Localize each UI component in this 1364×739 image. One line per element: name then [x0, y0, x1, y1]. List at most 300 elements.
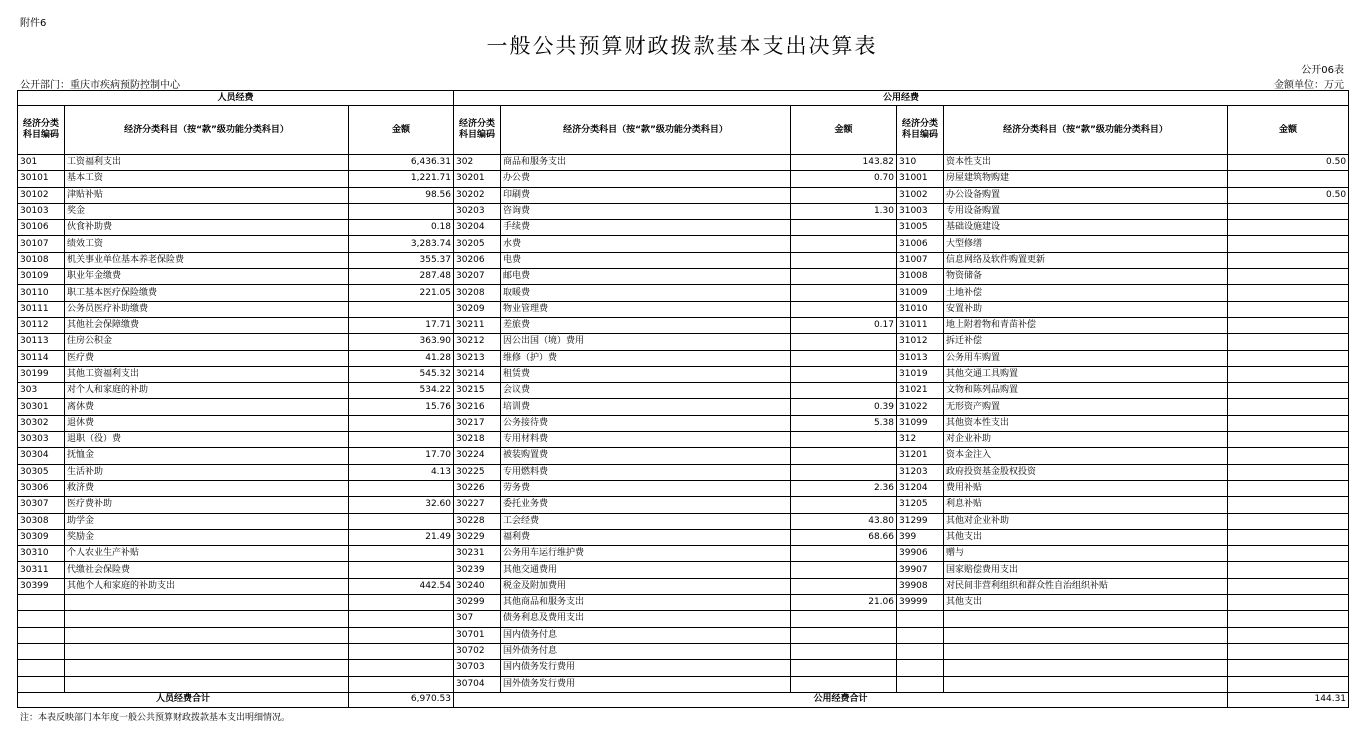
cell-code [18, 676, 65, 692]
table-row [18, 203, 1349, 219]
cell-name: 其他交通费用 [501, 562, 791, 578]
table-row [18, 220, 1349, 236]
cell-amount [1228, 448, 1349, 464]
cell-amount [791, 350, 897, 366]
cell-name: 商品和服务支出 [501, 155, 791, 171]
cell-amount [1228, 595, 1349, 611]
cell-amount [791, 660, 897, 676]
cell-amount [1228, 269, 1349, 285]
cell-code: 31201 [897, 448, 944, 464]
table-code: 公开06表 [1301, 65, 1344, 76]
cell-name: 其他支出 [944, 595, 1228, 611]
cell-amount [791, 252, 897, 268]
cell-code: 30101 [18, 171, 65, 187]
cell-amount [349, 480, 454, 496]
col-header-amount: 金额 [1228, 106, 1349, 155]
cell-amount: 1.30 [791, 203, 897, 219]
cell-name: 租赁费 [501, 366, 791, 382]
cell-name: 机关事业单位基本养老保险费 [65, 252, 349, 268]
cell-code: 30702 [454, 643, 501, 659]
cell-code: 30114 [18, 350, 65, 366]
table-row [18, 399, 1349, 415]
cell-amount [791, 643, 897, 659]
cell-amount [1228, 676, 1349, 692]
cell-name [944, 676, 1228, 692]
cell-code [18, 643, 65, 659]
cell-name: 公务员医疗补助缴费 [65, 301, 349, 317]
cell-amount [1228, 366, 1349, 382]
cell-name: 其他工资福利支出 [65, 366, 349, 382]
cell-name: 个人农业生产补贴 [65, 546, 349, 562]
cell-code: 30226 [454, 480, 501, 496]
personnel-total-label: 人员经费合计 [18, 692, 349, 707]
cell-amount: 41.28 [349, 350, 454, 366]
cell-code: 307 [454, 611, 501, 627]
cell-name: 福利费 [501, 529, 791, 545]
cell-amount [349, 513, 454, 529]
cell-code: 30202 [454, 187, 501, 203]
cell-name: 住房公积金 [65, 334, 349, 350]
table-row [18, 595, 1349, 611]
cell-amount [791, 236, 897, 252]
footnote: 注：本表反映部门本年度一般公共预算财政拨款基本支出明细情况。 [20, 713, 291, 723]
cell-code: 30299 [454, 595, 501, 611]
cell-code: 31022 [897, 399, 944, 415]
table-row [18, 432, 1349, 448]
cell-name: 国外债务付息 [501, 643, 791, 659]
cell-name [65, 611, 349, 627]
cell-code: 39908 [897, 578, 944, 594]
cell-name: 工资福利支出 [65, 155, 349, 171]
cell-name [944, 627, 1228, 643]
cell-name: 其他资本性支出 [944, 415, 1228, 431]
cell-name: 劳务费 [501, 480, 791, 496]
cell-name: 公务用车购置 [944, 350, 1228, 366]
cell-code: 30111 [18, 301, 65, 317]
cell-amount [1228, 529, 1349, 545]
cell-amount: 15.76 [349, 399, 454, 415]
cell-name: 医疗费补助 [65, 497, 349, 513]
cell-name: 职工基本医疗保险缴费 [65, 285, 349, 301]
cell-code: 30217 [454, 415, 501, 431]
table-row [18, 171, 1349, 187]
cell-name: 房屋建筑物购建 [944, 171, 1228, 187]
cell-code: 30106 [18, 220, 65, 236]
table-row [18, 627, 1349, 643]
cell-amount: 287.48 [349, 269, 454, 285]
cell-name: 办公费 [501, 171, 791, 187]
cell-amount [791, 285, 897, 301]
cell-amount [1228, 660, 1349, 676]
cell-code: 30201 [454, 171, 501, 187]
cell-code: 31299 [897, 513, 944, 529]
cell-name: 奖励金 [65, 529, 349, 545]
cell-name: 因公出国（境）费用 [501, 334, 791, 350]
cell-amount [791, 562, 897, 578]
cell-name: 咨询费 [501, 203, 791, 219]
cell-code: 30112 [18, 317, 65, 333]
cell-code: 30107 [18, 236, 65, 252]
table-row [18, 269, 1349, 285]
cell-name: 债务利息及费用支出 [501, 611, 791, 627]
cell-name: 代缴社会保险费 [65, 562, 349, 578]
cell-amount [349, 415, 454, 431]
cell-code: 30108 [18, 252, 65, 268]
cell-amount [1228, 578, 1349, 594]
cell-name: 取暖费 [501, 285, 791, 301]
cell-code: 30203 [454, 203, 501, 219]
cell-code: 30207 [454, 269, 501, 285]
table-row [18, 578, 1349, 594]
cell-amount [349, 595, 454, 611]
cell-code: 31006 [897, 236, 944, 252]
cell-code: 30205 [454, 236, 501, 252]
cell-code: 39999 [897, 595, 944, 611]
cell-code: 30110 [18, 285, 65, 301]
cell-name: 医疗费 [65, 350, 349, 366]
cell-code: 30102 [18, 187, 65, 203]
cell-amount [349, 546, 454, 562]
cell-code: 30240 [454, 578, 501, 594]
cell-amount [791, 220, 897, 236]
cell-name: 其他支出 [944, 529, 1228, 545]
cell-amount: 1,221.71 [349, 171, 454, 187]
cell-amount [1228, 627, 1349, 643]
cell-name: 公务接待费 [501, 415, 791, 431]
cell-name: 绩效工资 [65, 236, 349, 252]
cell-code: 30218 [454, 432, 501, 448]
table-row [18, 187, 1349, 203]
table-row [18, 464, 1349, 480]
cell-amount [349, 643, 454, 659]
cell-amount [791, 578, 897, 594]
cell-name: 无形资产购置 [944, 399, 1228, 415]
cell-name: 地上附着物和青苗补偿 [944, 317, 1228, 333]
cell-name: 基本工资 [65, 171, 349, 187]
cell-amount: 21.06 [791, 595, 897, 611]
cell-amount [1228, 171, 1349, 187]
col-header-name: 经济分类科目（按“款”级功能分类科目） [65, 106, 349, 155]
cell-name: 救济费 [65, 480, 349, 496]
cell-name: 对个人和家庭的补助 [65, 383, 349, 399]
cell-name: 其他商品和服务支出 [501, 595, 791, 611]
cell-name: 对民间非营利组织和群众性自治组织补贴 [944, 578, 1228, 594]
cell-amount [1228, 513, 1349, 529]
cell-code [897, 611, 944, 627]
cell-name: 拆迁补偿 [944, 334, 1228, 350]
cell-name: 奖金 [65, 203, 349, 219]
table-row [18, 611, 1349, 627]
cell-code: 30211 [454, 317, 501, 333]
cell-name: 利息补贴 [944, 497, 1228, 513]
cell-amount: 355.37 [349, 252, 454, 268]
group-header-personnel: 人员经费 [18, 91, 454, 106]
attachment-label: 附件6 [20, 18, 47, 29]
cell-name: 生活补助 [65, 464, 349, 480]
cell-amount: 363.90 [349, 334, 454, 350]
cell-code: 30307 [18, 497, 65, 513]
cell-code: 30311 [18, 562, 65, 578]
cell-code: 30227 [454, 497, 501, 513]
cell-name [65, 676, 349, 692]
col-header-code: 经济分类科目编码 [18, 106, 65, 155]
cell-name: 税金及附加费用 [501, 578, 791, 594]
cell-name: 会议费 [501, 383, 791, 399]
cell-amount [1228, 643, 1349, 659]
cell-name: 专用设备购置 [944, 203, 1228, 219]
cell-name: 手续费 [501, 220, 791, 236]
cell-code: 30113 [18, 334, 65, 350]
cell-code [897, 627, 944, 643]
cell-name [944, 611, 1228, 627]
cell-code: 30103 [18, 203, 65, 219]
cell-amount [349, 562, 454, 578]
cell-code [18, 611, 65, 627]
cell-amount: 0.18 [349, 220, 454, 236]
cell-amount [349, 660, 454, 676]
cell-name: 邮电费 [501, 269, 791, 285]
cell-name: 助学金 [65, 513, 349, 529]
cell-amount [791, 334, 897, 350]
cell-amount [1228, 399, 1349, 415]
table-row [18, 285, 1349, 301]
cell-code [897, 676, 944, 692]
col-header-amount: 金额 [791, 106, 897, 155]
table-row [18, 546, 1349, 562]
cell-amount [791, 187, 897, 203]
cell-amount [349, 203, 454, 219]
cell-amount [791, 432, 897, 448]
col-header-code: 经济分类科目编码 [897, 106, 944, 155]
cell-name: 资本金注入 [944, 448, 1228, 464]
cell-amount [791, 301, 897, 317]
cell-name: 印刷费 [501, 187, 791, 203]
cell-code: 31010 [897, 301, 944, 317]
cell-name: 基础设施建设 [944, 220, 1228, 236]
page-title: 一般公共预算财政拨款基本支出决算表 [486, 34, 878, 58]
cell-amount: 98.56 [349, 187, 454, 203]
cell-amount [1228, 220, 1349, 236]
cell-amount [349, 611, 454, 627]
cell-amount [1228, 350, 1349, 366]
cell-code: 31099 [897, 415, 944, 431]
cell-name: 对企业补助 [944, 432, 1228, 448]
cell-amount: 0.39 [791, 399, 897, 415]
group-header-public: 公用经费 [454, 91, 1349, 106]
cell-code: 31007 [897, 252, 944, 268]
cell-name: 职业年金缴费 [65, 269, 349, 285]
cell-code: 30229 [454, 529, 501, 545]
cell-name: 培训费 [501, 399, 791, 415]
table-row [18, 480, 1349, 496]
cell-code: 31002 [897, 187, 944, 203]
cell-amount [791, 627, 897, 643]
cell-code: 31205 [897, 497, 944, 513]
table-row [18, 529, 1349, 545]
table-row [18, 448, 1349, 464]
cell-code: 30216 [454, 399, 501, 415]
cell-code: 30304 [18, 448, 65, 464]
cell-name: 政府投资基金股权投资 [944, 464, 1228, 480]
cell-code: 30215 [454, 383, 501, 399]
cell-amount: 68.66 [791, 529, 897, 545]
cell-code: 399 [897, 529, 944, 545]
cell-name: 国家赔偿费用支出 [944, 562, 1228, 578]
cell-amount [1228, 317, 1349, 333]
table-row [18, 415, 1349, 431]
cell-name: 赠与 [944, 546, 1228, 562]
cell-code: 303 [18, 383, 65, 399]
table-row [18, 155, 1349, 171]
cell-name: 离休费 [65, 399, 349, 415]
col-header-name: 经济分类科目（按“款”级功能分类科目） [501, 106, 791, 155]
cell-amount: 534.22 [349, 383, 454, 399]
cell-name: 资本性支出 [944, 155, 1228, 171]
cell-amount [349, 301, 454, 317]
cell-amount [1228, 432, 1349, 448]
cell-amount [1228, 546, 1349, 562]
cell-amount: 143.82 [791, 155, 897, 171]
cell-code: 31008 [897, 269, 944, 285]
table-row [18, 383, 1349, 399]
table-row [18, 366, 1349, 382]
cell-amount [1228, 285, 1349, 301]
cell-amount: 17.71 [349, 317, 454, 333]
col-header-code: 经济分类科目编码 [454, 106, 501, 155]
cell-amount [791, 366, 897, 382]
cell-code: 30212 [454, 334, 501, 350]
cell-name: 工会经费 [501, 513, 791, 529]
cell-code [18, 660, 65, 676]
cell-name: 抚恤金 [65, 448, 349, 464]
cell-name: 文物和陈列品购置 [944, 383, 1228, 399]
cell-code: 30225 [454, 464, 501, 480]
cell-name: 退休费 [65, 415, 349, 431]
table-row [18, 676, 1349, 692]
cell-code: 30214 [454, 366, 501, 382]
cell-code: 31003 [897, 203, 944, 219]
cell-code: 30208 [454, 285, 501, 301]
cell-code: 30303 [18, 432, 65, 448]
cell-amount: 0.17 [791, 317, 897, 333]
cell-name [65, 627, 349, 643]
cell-amount [791, 611, 897, 627]
table-row [18, 513, 1349, 529]
cell-amount: 21.49 [349, 529, 454, 545]
cell-code [18, 595, 65, 611]
cell-code: 30199 [18, 366, 65, 382]
cell-name: 专用燃料费 [501, 464, 791, 480]
department-label: 公开部门：重庆市疾病预防控制中心 [20, 80, 180, 91]
cell-code: 30204 [454, 220, 501, 236]
cell-amount [791, 464, 897, 480]
expenditure-table [17, 90, 1349, 708]
cell-code: 30206 [454, 252, 501, 268]
cell-amount [1228, 611, 1349, 627]
col-header-amount: 金额 [349, 106, 454, 155]
cell-name [944, 660, 1228, 676]
cell-amount [1228, 480, 1349, 496]
cell-amount [791, 546, 897, 562]
cell-code: 30301 [18, 399, 65, 415]
cell-code: 30306 [18, 480, 65, 496]
cell-name: 其他个人和家庭的补助支出 [65, 578, 349, 594]
cell-amount [349, 627, 454, 643]
cell-code: 301 [18, 155, 65, 171]
cell-code: 30701 [454, 627, 501, 643]
cell-code: 312 [897, 432, 944, 448]
public-total-value: 144.31 [1228, 692, 1349, 707]
cell-name: 费用补贴 [944, 480, 1228, 496]
cell-amount: 6,436.31 [349, 155, 454, 171]
cell-amount [1228, 252, 1349, 268]
cell-code: 30305 [18, 464, 65, 480]
cell-name: 安置补助 [944, 301, 1228, 317]
cell-amount: 545.32 [349, 366, 454, 382]
cell-amount: 221.05 [349, 285, 454, 301]
cell-name: 国外债务发行费用 [501, 676, 791, 692]
table-row [18, 497, 1349, 513]
cell-amount [1228, 236, 1349, 252]
unit-label: 金额单位：万元 [1274, 80, 1344, 91]
cell-name: 被装购置费 [501, 448, 791, 464]
cell-name: 其他社会保障缴费 [65, 317, 349, 333]
cell-name: 大型修缮 [944, 236, 1228, 252]
cell-name: 委托业务费 [501, 497, 791, 513]
cell-amount: 4.13 [349, 464, 454, 480]
cell-amount: 5.38 [791, 415, 897, 431]
cell-amount [1228, 301, 1349, 317]
cell-name [65, 643, 349, 659]
cell-amount [1228, 334, 1349, 350]
cell-name: 物资储备 [944, 269, 1228, 285]
cell-code: 31203 [897, 464, 944, 480]
cell-name: 水费 [501, 236, 791, 252]
cell-name: 公务用车运行维护费 [501, 546, 791, 562]
cell-code: 30704 [454, 676, 501, 692]
cell-code: 31005 [897, 220, 944, 236]
table-row [18, 350, 1349, 366]
table-row [18, 252, 1349, 268]
col-header-name: 经济分类科目（按“款”级功能分类科目） [944, 106, 1228, 155]
cell-name: 津贴补贴 [65, 187, 349, 203]
table-row [18, 562, 1349, 578]
cell-amount [1228, 383, 1349, 399]
cell-code: 30310 [18, 546, 65, 562]
cell-code: 31011 [897, 317, 944, 333]
table-row [18, 301, 1349, 317]
cell-code: 31012 [897, 334, 944, 350]
cell-amount [1228, 497, 1349, 513]
cell-name: 维修（护）费 [501, 350, 791, 366]
cell-name: 伙食补助费 [65, 220, 349, 236]
table-row [18, 317, 1349, 333]
cell-amount: 0.50 [1228, 155, 1349, 171]
cell-amount: 0.70 [791, 171, 897, 187]
cell-name: 办公设备购置 [944, 187, 1228, 203]
cell-code: 30228 [454, 513, 501, 529]
cell-code [897, 660, 944, 676]
table-row [18, 236, 1349, 252]
cell-amount: 442.54 [349, 578, 454, 594]
cell-code: 302 [454, 155, 501, 171]
cell-code: 31019 [897, 366, 944, 382]
cell-code: 30703 [454, 660, 501, 676]
cell-code: 30213 [454, 350, 501, 366]
personnel-total-value: 6,970.53 [349, 692, 454, 707]
cell-code [897, 643, 944, 659]
cell-amount: 43.80 [791, 513, 897, 529]
